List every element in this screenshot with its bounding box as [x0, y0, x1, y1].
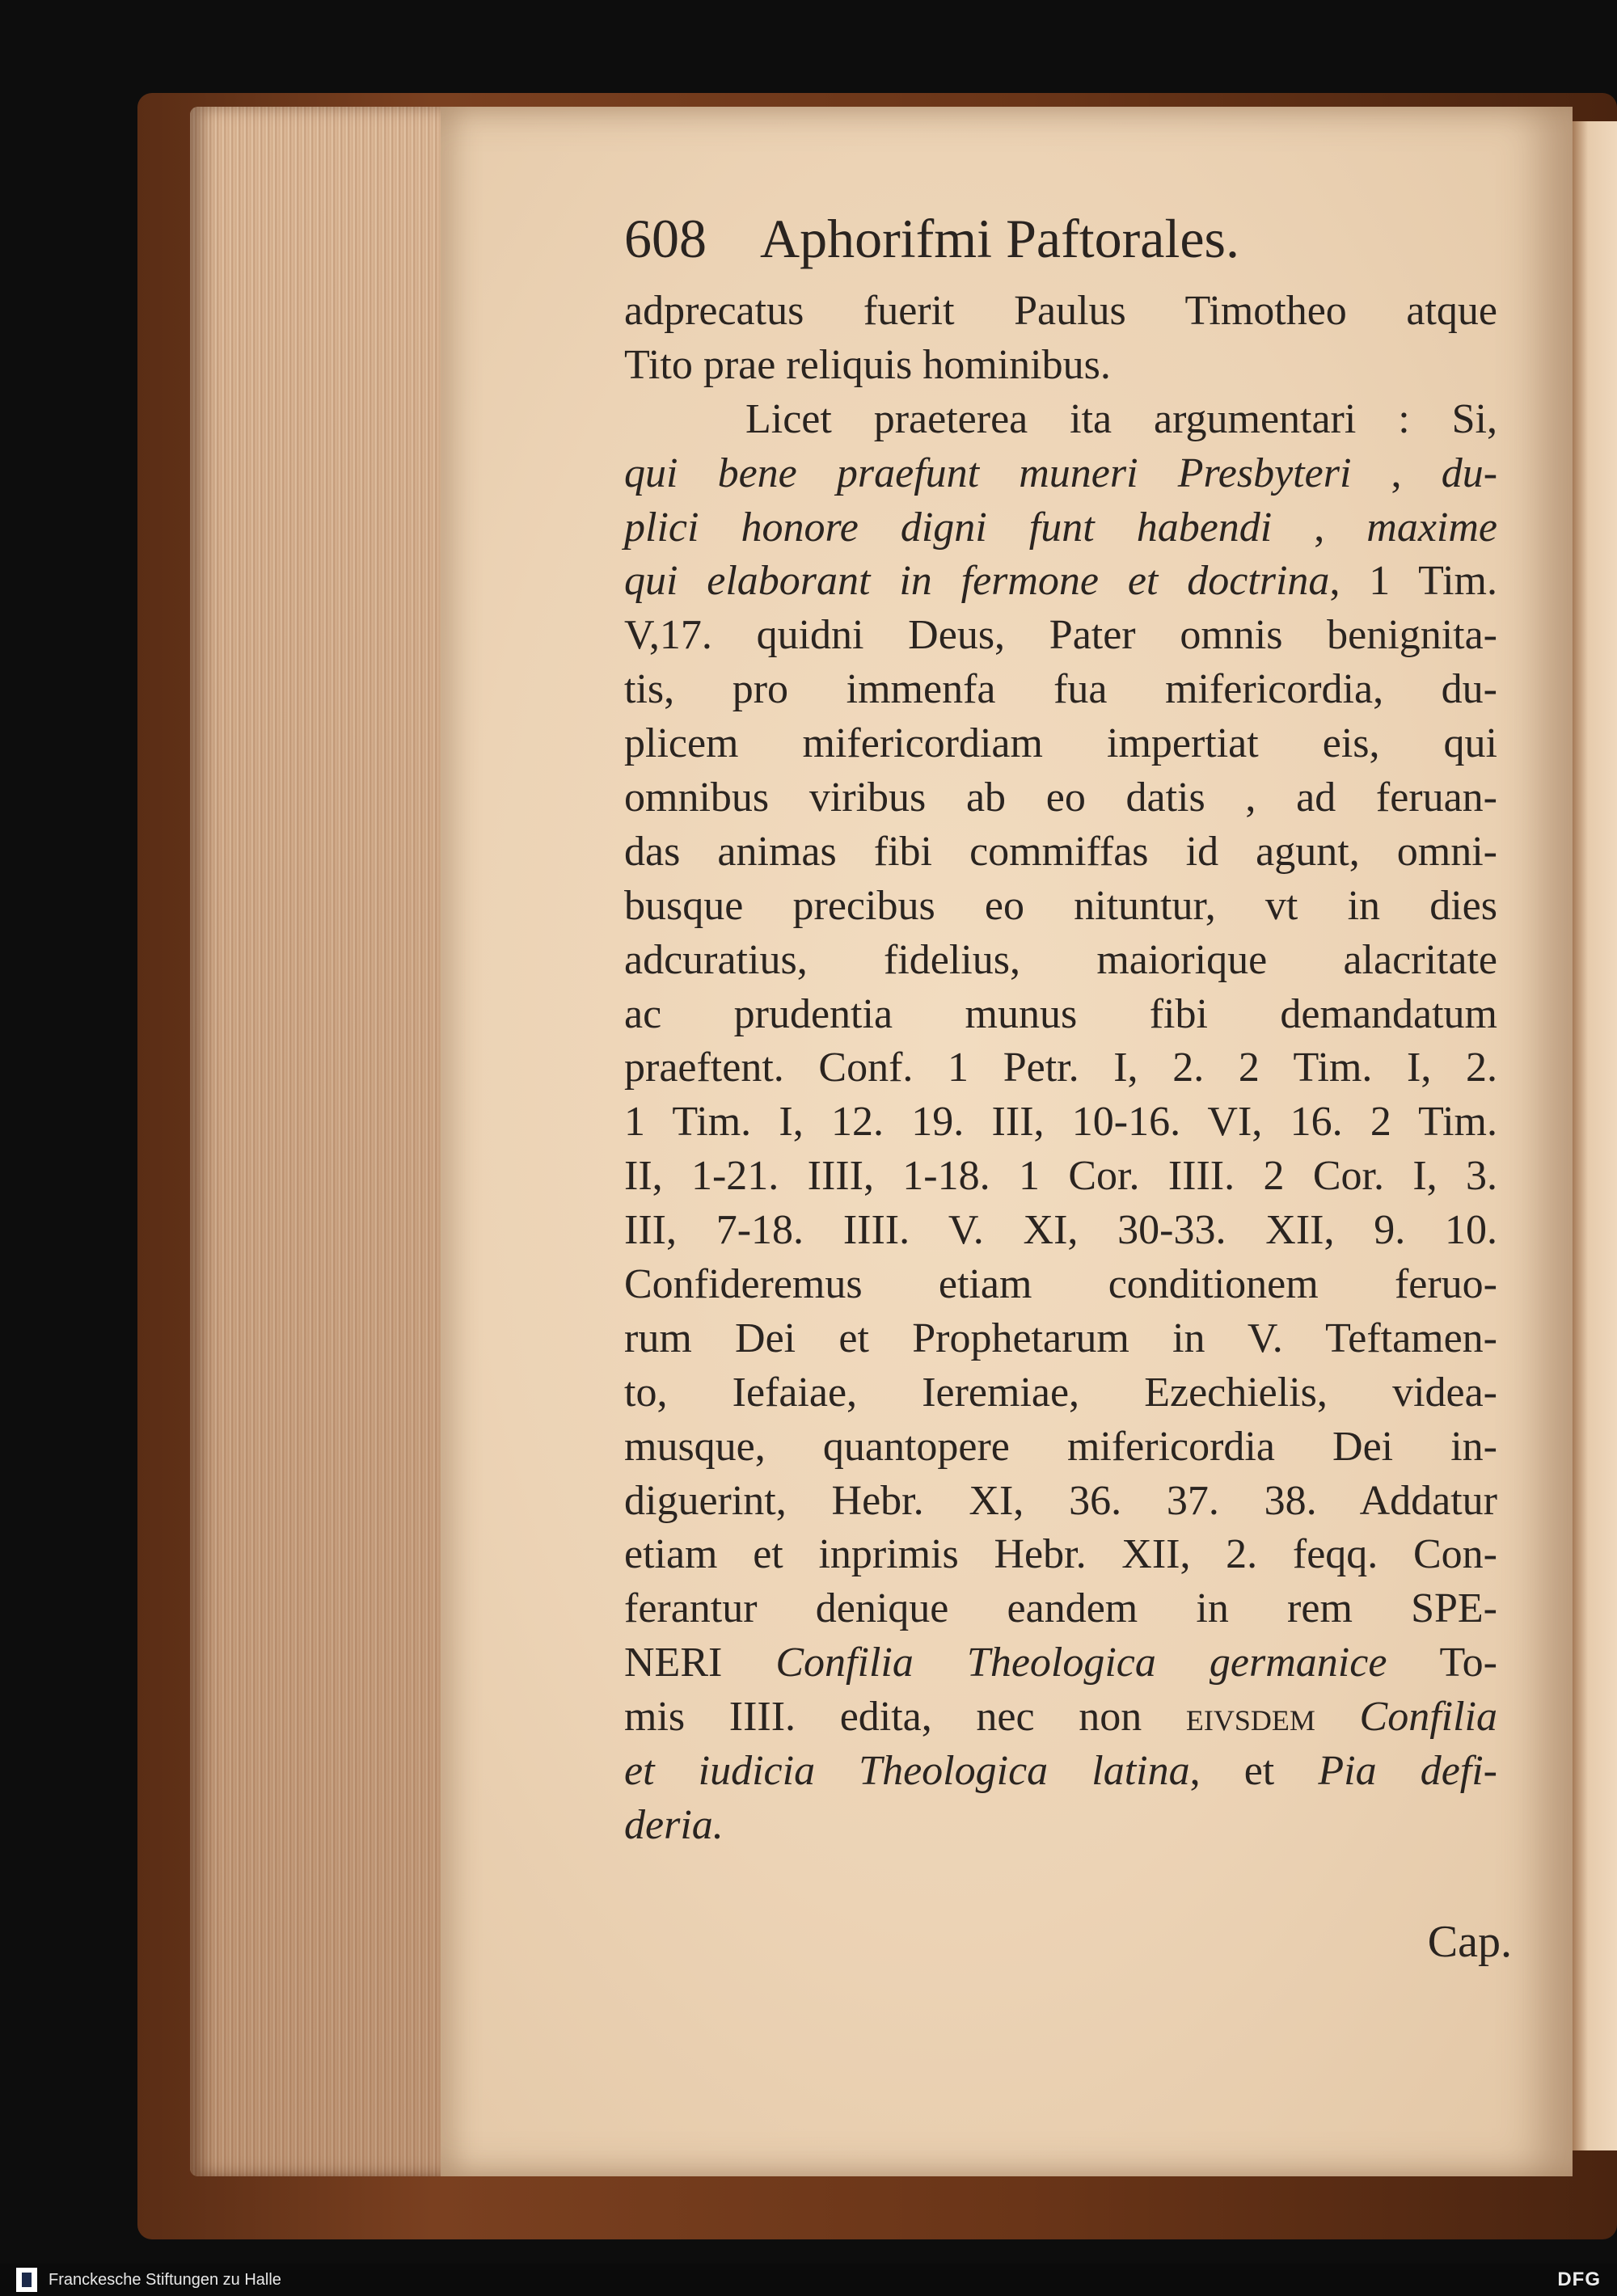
text-run: Confilia Theologica germanice — [775, 1640, 1387, 1686]
text-line — [624, 285, 1497, 339]
text-run: Pia defi- — [1318, 1748, 1497, 1795]
text-run: qui elaborant in fermone et doctrina — [624, 558, 1330, 605]
text-run: plicem mifericordiam impertiat eis, qui — [624, 720, 1497, 767]
text-run: Licet praeterea ita argumentari : Si, — [745, 395, 1497, 442]
text-run: to, Iefaiae, Ieremiae, Ezechielis, videa- — [624, 1369, 1497, 1416]
text-run: , — [1272, 504, 1367, 551]
institution-name: Franckesche Stiftungen zu Halle — [49, 2270, 281, 2289]
text-run: qui bene praefunt muneri Presbyteri — [624, 449, 1352, 496]
text-line — [624, 1150, 1497, 1204]
text-run: adcuratius, fidelius, maiorique alacritate — [624, 936, 1497, 983]
text-run: omnibus viribus ab eo datis , ad feruan- — [624, 774, 1497, 821]
text-line — [624, 1258, 1497, 1312]
text-line — [624, 1582, 1497, 1636]
text-line — [624, 447, 1497, 501]
text-run: V,17. quidni Deus, Pater omnis benignita- — [624, 612, 1497, 659]
viewer-footer — [0, 2264, 1617, 2296]
text-line — [624, 1312, 1497, 1366]
text-run: das animas fibi commiffas id agunt, omni- — [624, 828, 1497, 875]
text-line — [624, 934, 1497, 988]
text-run: plici honore digni funt habendi — [624, 504, 1273, 551]
text-run: , 1 Tim. — [1329, 558, 1498, 605]
funder-logo: DFG — [1557, 2269, 1601, 2290]
text-line — [624, 1475, 1497, 1529]
text-run: To- — [1387, 1640, 1497, 1686]
running-title: Aphorifmi Paftorales. — [760, 208, 1239, 269]
text-run: du- — [1441, 449, 1498, 496]
text-block — [624, 202, 1497, 1853]
text-line — [624, 1690, 1497, 1745]
text-line — [624, 663, 1497, 717]
text-run: , et — [1189, 1748, 1319, 1795]
text-run: Confilia — [1359, 1694, 1497, 1741]
text-run: eivsdem — [1185, 1694, 1315, 1741]
page-number: 608 — [624, 208, 707, 269]
text-line — [624, 988, 1497, 1042]
text-run: II, 1-21. IIII, 1-18. 1 Cor. IIII. 2 Cor. I, 3. — [624, 1153, 1497, 1200]
text-line — [624, 771, 1497, 825]
text-run: adprecatus fuerit Paulus Timotheo atque — [624, 288, 1497, 334]
text-line — [624, 339, 1497, 393]
running-head — [624, 202, 1497, 275]
text-run: NERI — [624, 1640, 776, 1686]
text-line — [624, 717, 1497, 771]
text-run: ac prudentia munus fibi demandatum — [624, 990, 1497, 1037]
text-line — [624, 1799, 1497, 1853]
text-run: , — [1351, 449, 1442, 496]
text-run: ferantur denique eandem in rem SPE- — [624, 1585, 1497, 1632]
text-run: praeftent. Conf. 1 Petr. I, 2. 2 Tim. I, 2. — [624, 1045, 1497, 1091]
text-line — [624, 1528, 1497, 1582]
text-run: tis, pro immenfa fua mifericordia, du- — [624, 666, 1497, 713]
text-run: musque, quantopere mifericordia Dei in- — [624, 1423, 1497, 1470]
text-run: III, 7-18. IIII. V. XI, 30-33. XII, 9. 10. — [624, 1207, 1497, 1254]
text-line — [624, 1366, 1497, 1420]
page-edges-shade — [190, 107, 449, 2176]
text-run: maxime — [1366, 504, 1498, 551]
body-text — [624, 285, 1497, 1853]
text-line — [624, 1204, 1497, 1258]
text-line — [624, 1095, 1497, 1150]
text-line — [624, 825, 1497, 880]
text-run: et iudicia Theologica latina — [624, 1748, 1190, 1795]
text-line — [624, 880, 1497, 934]
text-line — [624, 1420, 1497, 1475]
text-run: Tito prae reliquis hominibus. — [624, 341, 1111, 388]
text-run: busque precibus eo nituntur, vt in dies — [624, 882, 1497, 929]
logo-mark-icon — [22, 2273, 32, 2287]
text-line — [624, 1636, 1497, 1690]
catchword: Cap. — [1427, 1917, 1512, 1967]
text-line — [624, 555, 1497, 609]
institution-logo-icon — [16, 2268, 37, 2292]
text-run: diguerint, Hebr. XI, 36. 37. 38. Addatur — [624, 1477, 1497, 1524]
text-run: Confideremus etiam conditionem feruo- — [624, 1261, 1497, 1308]
facing-page — [1573, 121, 1617, 2150]
text-line — [624, 1745, 1497, 1799]
text-run: rum Dei et Prophetarum in V. Teftamen- — [624, 1315, 1497, 1361]
text-line — [624, 609, 1497, 663]
text-line — [624, 1041, 1497, 1095]
text-run: deria. — [624, 1801, 724, 1848]
text-line — [624, 393, 1497, 447]
text-line — [624, 501, 1497, 555]
text-run — [1315, 1694, 1360, 1740]
text-run: mis IIII. edita, nec non — [624, 1694, 1186, 1741]
text-run: etiam et inprimis Hebr. XII, 2. feqq. Con- — [624, 1531, 1497, 1578]
text-run: 1 Tim. I, 12. 19. III, 10-16. VI, 16. 2 Tim. — [624, 1099, 1497, 1146]
